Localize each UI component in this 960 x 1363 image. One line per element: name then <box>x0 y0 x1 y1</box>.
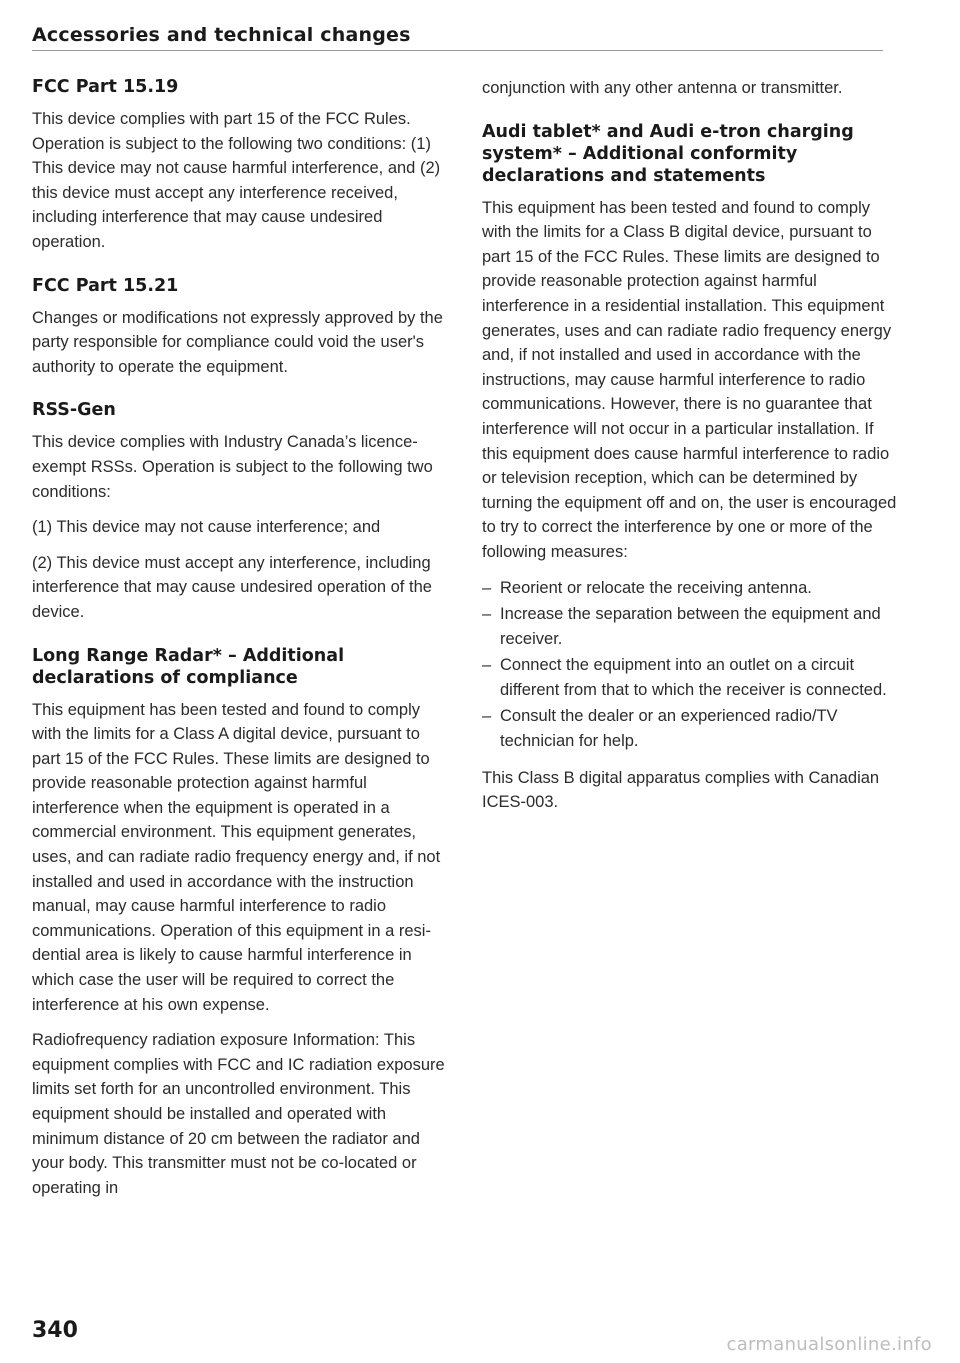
paragraph-radar-class-a: This equipment has been tested and found to comply with the limits for a Class A digital device, pursuant to part 15 of the FCC Rules. These limits are designed to provide reasonable protection against harmful interference when the equipment is operated in a commercial environment. This equipment generates, uses, and can radiate radio frequency energy and, if not installed and used in accordance with the instruction manual, may cause harmful interference to radio communications. Operation of this equipment in a residential area is likely to cause harmful interference in which case the user will be required to correct the interference at his own expense. <box>32 700 441 1014</box>
section-fcc-15-19 <box>32 76 450 255</box>
section-fcc-15-21 <box>32 275 450 380</box>
paragraph-rss-gen-condition-2: (2) This device must accept any interference, including interference that may cause undesired operation of the device. <box>32 553 432 621</box>
heading-audi-tablet: Audi tablet* and Audi e-tron charging system* – Additional conformity declarations and statements <box>482 121 854 186</box>
heading-rss-gen: RSS-Gen <box>32 400 116 421</box>
list-item: – Connect the equipment into an outlet on a circuit different from that to which the receiver is connected. <box>482 653 900 702</box>
header-divider <box>32 50 883 51</box>
section-long-range-radar <box>32 645 450 1201</box>
heading-long-range-radar: Long Range Radar* – Additional declarations of compliance <box>32 645 345 688</box>
section-audi-tablet <box>482 121 900 815</box>
heading-fcc-15-21: FCC Part 15.21 <box>32 275 179 296</box>
list-item: – Increase the separation between the equipment and receiver. <box>482 602 900 651</box>
watermark: carmanualsonline.info <box>726 1334 932 1355</box>
paragraph-fcc-15-19: This device complies with part 15 of the FCC Rules. Operation is subject to the following two conditions: (1) This device may not cause harmful interference, and (2) this device must accept any interference received, including interference that may cause undesired operation. <box>32 110 441 251</box>
heading-fcc-15-19: FCC Part 15.19 <box>32 77 179 97</box>
paragraph-continuation: conjunction with any other antenna or transmitter. <box>482 79 843 97</box>
paragraph-radar-exposure: Radiofrequency radiation exposure Information: This equipment complies with FCC and IC radiation exposure limits set forth for an uncontrolled environment. This equipment should be installed and operated with minimum distance of 20 cm between the radiator and your body. This transmitter must not be co-located or operating in <box>32 1031 445 1197</box>
left-column <box>32 76 450 1220</box>
paragraph-rss-gen-condition-1: (1) This device may not cause interference; and <box>32 518 381 537</box>
section-rss-gen <box>32 399 450 624</box>
paragraph-ices-003: This Class B digital apparatus complies with Canadian ICES-003. <box>482 768 880 812</box>
measures-list <box>482 576 900 754</box>
page-number: 340 <box>32 1318 78 1343</box>
paragraph-fcc-15-21: Changes or modifications not expressly approved by the party responsible for compliance could void the user's authority to operate the equipment. <box>32 308 443 376</box>
list-item: – Reorient or relocate the receiving antenna. <box>482 576 900 601</box>
list-item: – Consult the dealer or an experienced radio/TV technician for help. <box>482 704 900 753</box>
running-header-title: Accessories and technical changes <box>32 24 411 46</box>
paragraph-audi-tablet-class-b: This equipment has been tested and found to comply with the limits for a Class B digital device, pursuant to part 15 of the FCC Rules. These limits are designed to provide reasonable protection against harmful interference in a residential installation. This equipment generates, uses and can radiate radio frequency energy and, if not installed and used in accordance with the instructions, may cause harmful interference to radio communications. However, there is no guarantee that interference will not occur in a particular installation. If this equipment does cause harmful interference to radio or television reception, which can be determined by turning the equipment off and on, the user is encouraged to try to correct the interference by one or more of the following measures: <box>482 198 897 561</box>
paragraph-rss-gen-intro: This device complies with Industry Canada’s licence-exempt RSSs. Operation is subject to the following two conditions: <box>32 433 433 501</box>
right-column <box>482 76 900 835</box>
